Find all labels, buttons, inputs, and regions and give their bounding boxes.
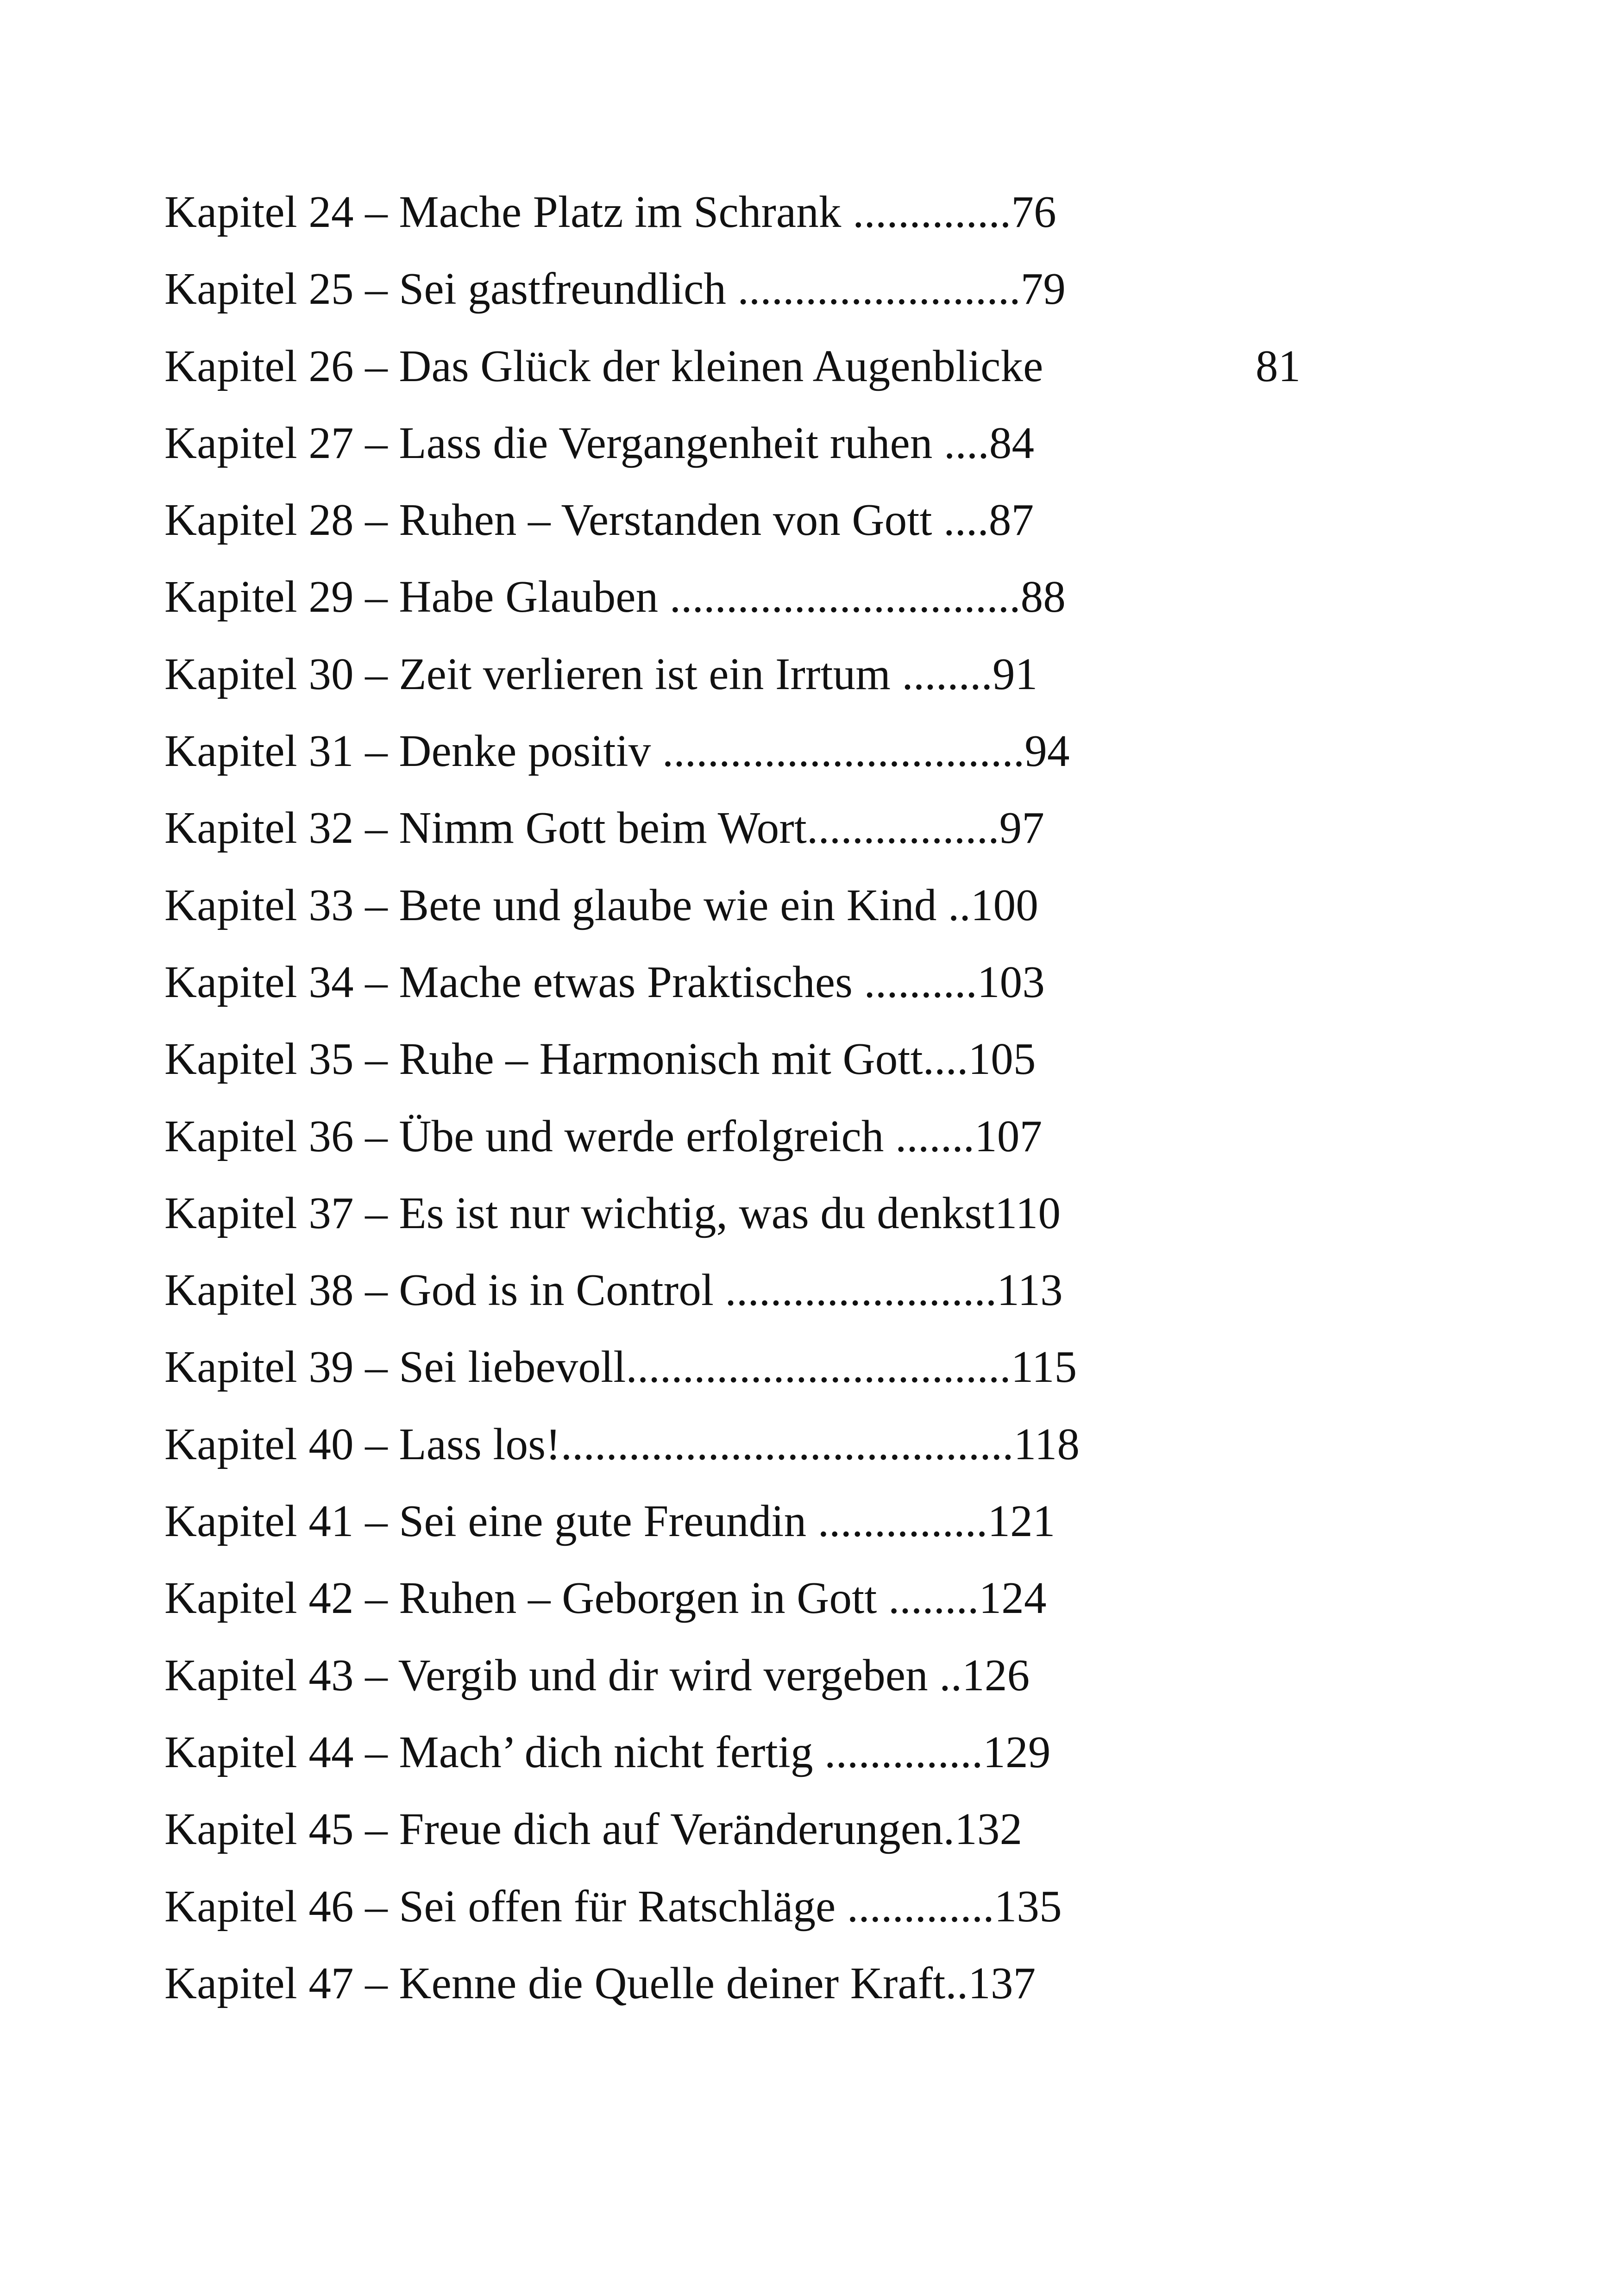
- toc-entry-text: Kapitel 41 – Sei eine gute Freundin ...............121: [164, 1496, 1056, 1546]
- toc-entry-text: Kapitel 30 – Zeit verlieren ist ein Irrtum ........91: [164, 649, 1038, 699]
- toc-entry-30: [164, 644, 1369, 721]
- toc-entry-text: Kapitel 25 – Sei gastfreundlich .........................79: [164, 264, 1066, 314]
- toc-entry-text: Kapitel 34 – Mache etwas Praktisches ..........103: [164, 957, 1045, 1007]
- toc-entry-43: [164, 1645, 1369, 1722]
- toc-entry-35: [164, 1029, 1369, 1105]
- toc-entry-36: [164, 1106, 1369, 1183]
- toc-entry-text: Kapitel 46 – Sei offen für Ratschläge .............135: [164, 1881, 1062, 1931]
- toc-entry-text: Kapitel 42 – Ruhen – Geborgen in Gott ........124: [164, 1573, 1047, 1623]
- toc-entry-text: Kapitel 27 – Lass die Vergangenheit ruhen ....84: [164, 418, 1035, 468]
- toc-entry-text: Kapitel 37 – Es ist nur wichtig, was du denkst110: [164, 1188, 1061, 1238]
- toc-entry-text: Kapitel 44 – Mach’ dich nicht fertig ..............129: [164, 1727, 1051, 1777]
- toc-entry-47: [164, 1953, 1369, 2030]
- toc-entry-33: [164, 875, 1369, 952]
- toc-entry-text: Kapitel 38 – God is in Control ........................113: [164, 1265, 1063, 1315]
- toc-entry-text: Kapitel 36 – Übe und werde erfolgreich .......107: [164, 1111, 1043, 1161]
- toc-entry-34: [164, 952, 1369, 1029]
- toc-entry-text: Kapitel 26 – Das Glück der kleinen Augenblicke: [164, 341, 1043, 391]
- toc-entry-41: [164, 1491, 1369, 1568]
- toc-entry-26: [164, 336, 1369, 413]
- toc-entry-text: Kapitel 35 – Ruhe – Harmonisch mit Gott....105: [164, 1034, 1036, 1084]
- toc-entry-text: Kapitel 33 – Bete und glaube wie ein Kind ..100: [164, 880, 1039, 930]
- toc-entry-39: [164, 1336, 1369, 1413]
- toc-entry-text: Kapitel 28 – Ruhen – Verstanden von Gott ....87: [164, 495, 1034, 545]
- toc-entry-text: Kapitel 31 – Denke positiv ................................94: [164, 726, 1070, 776]
- toc-entry-text: Kapitel 39 – Sei liebevoll..................................115: [164, 1342, 1077, 1392]
- toc-entry-44: [164, 1722, 1369, 1799]
- toc-entry-page-number: 81: [1256, 341, 1301, 391]
- toc-entry-text: Kapitel 43 – Vergib und dir wird vergeben ..126: [164, 1650, 1030, 1700]
- toc-entry-text: Kapitel 32 – Nimm Gott beim Wort.................97: [164, 803, 1045, 853]
- toc-entry-37: [164, 1183, 1369, 1260]
- toc-entry-text: Kapitel 24 – Mache Platz im Schrank ..............76: [164, 187, 1056, 237]
- toc-entry-text: Kapitel 45 – Freue dich auf Veränderungen.132: [164, 1804, 1023, 1854]
- toc-entry-32: [164, 797, 1369, 874]
- table-of-contents: [164, 182, 1369, 2030]
- toc-entry-25: [164, 258, 1369, 335]
- toc-entry-45: [164, 1799, 1369, 1876]
- toc-entry-27: [164, 413, 1369, 489]
- toc-entry-40: [164, 1414, 1369, 1491]
- toc-entry-28: [164, 489, 1369, 566]
- toc-entry-42: [164, 1568, 1369, 1644]
- toc-entry-24: [164, 182, 1369, 258]
- toc-entry-38: [164, 1260, 1369, 1336]
- toc-entry-46: [164, 1876, 1369, 1953]
- toc-entry-text: Kapitel 47 – Kenne die Quelle deiner Kraft..137: [164, 1958, 1036, 2008]
- toc-entry-29: [164, 566, 1369, 643]
- toc-entry-31: [164, 721, 1369, 797]
- toc-entry-text: Kapitel 29 – Habe Glauben ...............................88: [164, 572, 1066, 622]
- toc-entry-text: Kapitel 40 – Lass los!........................................118: [164, 1419, 1080, 1469]
